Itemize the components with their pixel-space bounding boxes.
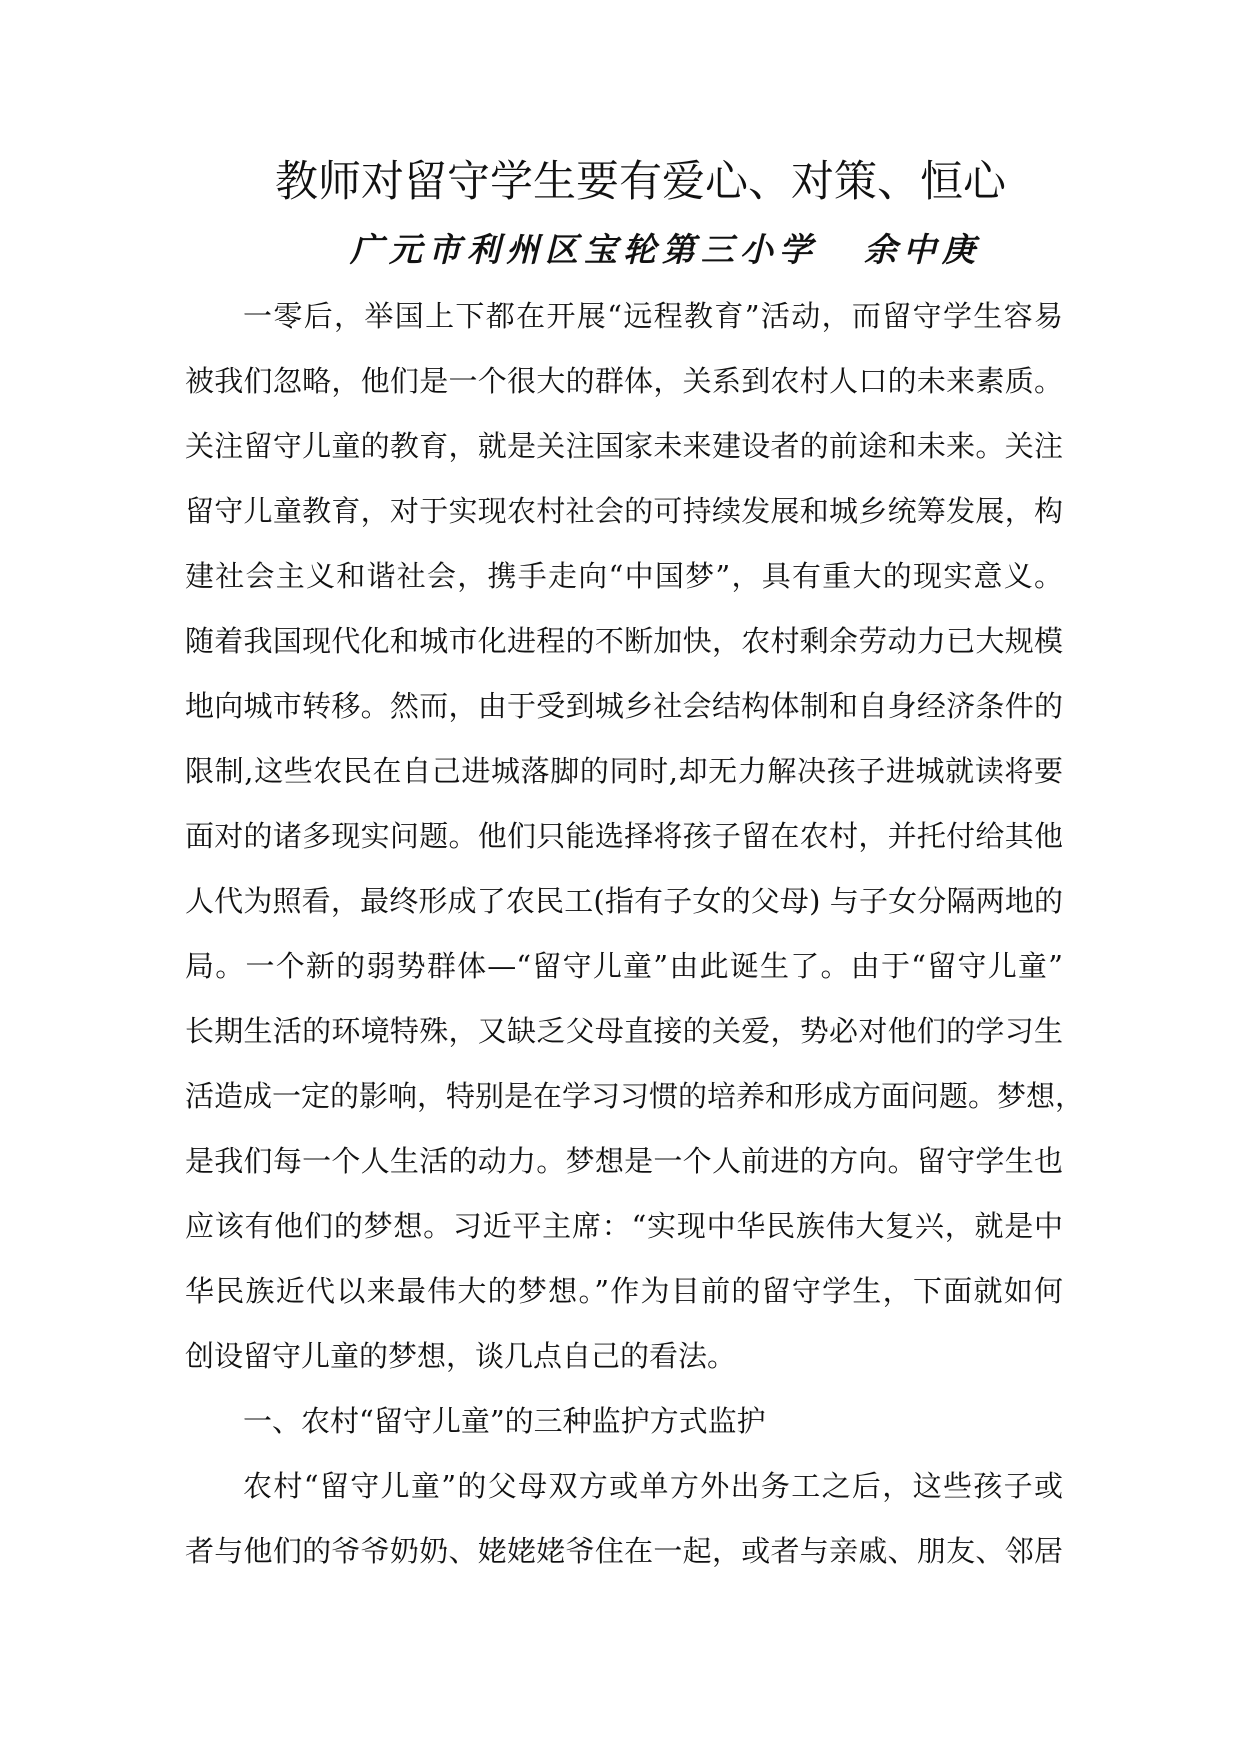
text-line: 关注留守儿童的教育，就是关注国家未来建设者的前途和未来。关注: [185, 429, 1063, 463]
text-line: 长期生活的环境特殊，又缺乏父母直接的关爱，势必对他们的学习生: [185, 1014, 1063, 1048]
text-line: 被我们忽略，他们是一个很大的群体，关系到农村人口的未来素质。: [185, 364, 1063, 398]
text-line: 局。一个新的弱势群体—“留守儿童”由此诞生了。由于“留守儿童”: [185, 949, 1063, 983]
text-line: 者与他们的爷爷奶奶、姥姥姥爷住在一起，或者与亲戚、朋友、邻居: [185, 1534, 1063, 1568]
section-heading: 一、农村“留守儿童”的三种监护方式监护: [243, 1404, 766, 1438]
byline-author: 余中庚: [864, 230, 981, 269]
text-line: 面对的诸多现实问题。他们只能选择将孩子留在农村，并托付给其他: [185, 819, 1063, 853]
text-line: 限制,这些农民在自己进城落脚的同时,却无力解决孩子进城就读将要: [185, 754, 1063, 788]
document-title: 教师对留守学生要有爱心、对策、恒心: [275, 157, 1006, 207]
text-line: 地向城市转移。然而，由于受到城乡社会结构体制和自身经济条件的: [185, 689, 1063, 723]
text-line: 一零后，举国上下都在开展“远程教育”活动，而留守学生容易: [243, 299, 1063, 333]
text-line: 留守儿童教育，对于实现农村社会的可持续发展和城乡统筹发展，构: [185, 494, 1063, 528]
text-line: 活造成一定的影响，特别是在学习习惯的培养和形成方面问题。梦想，: [185, 1079, 1085, 1113]
text-line: 应该有他们的梦想。习近平主席：“实现中华民族伟大复兴，就是中: [185, 1209, 1063, 1243]
text-line: 人代为照看，最终形成了农民工(指有子女的父母) 与子女分隔两地的: [185, 884, 1063, 918]
text-line: 华民族近代以来最伟大的梦想。”作为目前的留守学生，下面就如何: [185, 1274, 1063, 1308]
byline: [350, 222, 1070, 278]
text-line: 是我们每一个人生活的动力。梦想是一个人前进的方向。留守学生也: [185, 1144, 1063, 1178]
text-line: 创设留守儿童的梦想，谈几点自己的看法。: [185, 1339, 737, 1373]
byline-school: 广元市利州区宝轮第三小学: [350, 230, 818, 269]
text-line: 建社会主义和谐社会，携手走向“中国梦”，具有重大的现实意义。: [185, 559, 1063, 593]
text-line: 农村“留守儿童”的父母双方或单方外出务工之后，这些孩子或: [243, 1469, 1063, 1503]
document-body: [185, 284, 1085, 1584]
text-line: 随着我国现代化和城市化进程的不断加快，农村剩余劳动力已大规模: [185, 624, 1063, 658]
